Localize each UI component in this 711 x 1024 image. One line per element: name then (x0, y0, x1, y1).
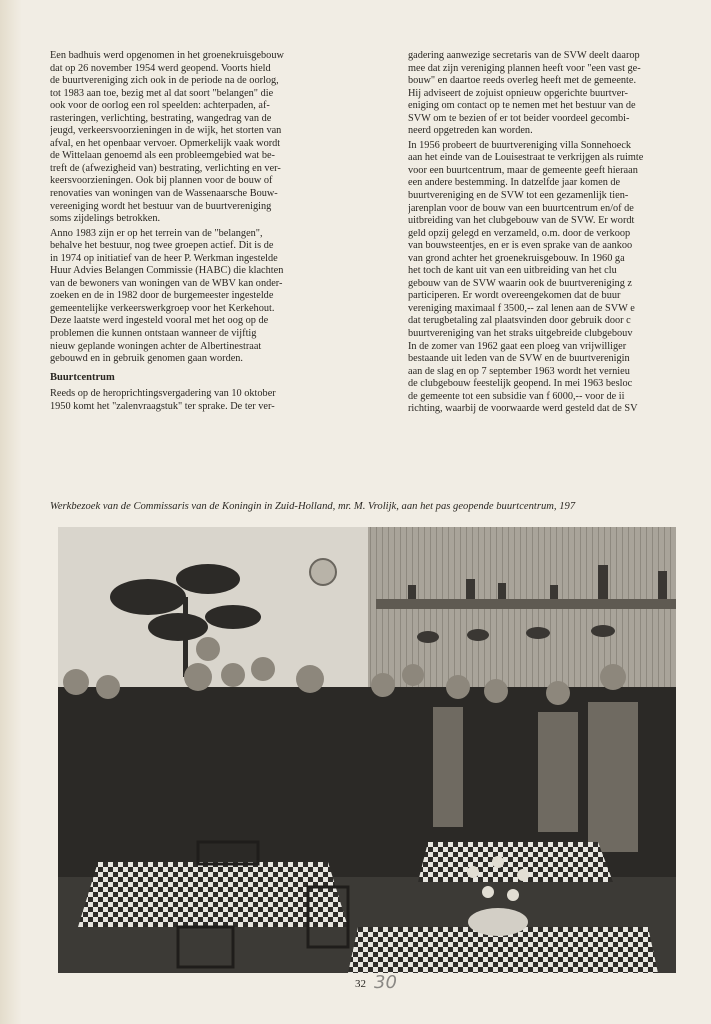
wall-clock (310, 559, 336, 585)
paragraph: Anno 1983 zijn er op het terrein van de "belangen", behalve het bestuur, nog twee groepen actief. Dit is de in 1974 op initiatief van de heer P. Werkman ingestelde Huur Advies Belangen Commissie (HABC) die klachten van de bewoners van woningen van de WBV kan onder- zoeken en de in 1982 door de burgemeester ingestelde gemeentelijke verkeerswerkgroep voor het Kerkehout. Deze laatste werd ingesteld vooral met het oog op de problemen die kunnen ontstaan wanneer de vijftig nieuw geplande woningen achter de Albertinestraat gebouwd en in gebruik genomen gaan worden. (50, 227, 284, 365)
page-binding-edge (0, 0, 22, 1024)
paragraph: Reeds op de heroprichtingsvergadering van 10 oktober 1950 komt het "zalenvraagstuk" ter sprake. De ter ver- (50, 388, 276, 412)
handwritten-page-number: 30 (374, 972, 397, 993)
paragraph: gadering aanwezige secretaris van de SVW deelt daarop mee dat zijn vereniging plannen heeft voor "een vast ge- bouw" en daartoe reeds overleg heeft met de gemeente. Hij adviseert de zojuist opnieuw opgerichte buurtver- eniging om contact op te nemen met het bestuur van de SVW om te bezien of er tot beider voordeel gecombi- neerd opgetreden kan worden. (408, 50, 641, 137)
right-text-column (408, 50, 678, 418)
paragraph: In 1956 probeert de buurtvereniging villa Sonnehoeck aan het einde van de Louisestraat te verkrijgen als ruimte voor een buurtcentrum, maar de gemeente geeft hieraan een andere bestemming. In datzelfde jaar komen de buurtvereniging en de SVW tot een gezamenlijk tien- jarenplan voor de bouw van een buurtcentrum en/of de uitbreiding van het clubgebouw van de SVW. Er wordt geld opzij gelegd en verzameld, o.m. door de verkoop van bouwsteentjes, en er is even sprake van de aankoo van grond achter het groenekruisgebouw. In 1960 ga het toch de kant uit van een uitbreiding van het clu gebouw van de SVW waarin ook de buurtvereniging z participeren. Er wordt overeengekomen dat de buur vereniging maximaal f 3500,-- zal lenen aan de SVW e dat terugbetaling zal plaatsvinden door gebruik door c buurtvereniging van het straks uitgebreide clubgebouv In de zomer van 1962 gaat een ploeg van vrijwilliger bestaande uit leden van de SVW en de buurtverenigin aan de slag en op 7 september 1963 wordt het vernieu de clubgebouw feestelijk geopend. In mei 1963 besloc de gemeente tot een subsidie van f 6000,-- voor de ii richting, waarbij de voorwaarde werd gesteld dat de SV (408, 139, 644, 415)
photo-illustration (58, 527, 676, 973)
photo-caption: Werkbezoek van de Commissaris van de Koningin in Zuid-Holland, mr. M. Vrolijk, aan het pas geopende buurtcentrum, 197 (50, 501, 576, 512)
page-number: 32 (355, 978, 366, 990)
checkered-table-right (418, 842, 613, 882)
black-and-white-photo (58, 527, 676, 973)
bar-shelf (376, 599, 676, 609)
section-heading: Buurtcentrum (50, 371, 115, 383)
left-text-column (50, 50, 336, 415)
paragraph: Een badhuis werd opgenomen in het groenekruisgebouw dat op 26 november 1954 werd geopend. Voorts hield de buurtvereniging zich ook in de periode na de oorlog, tot 1983 aan toe, bezig met al dat soort "belangen" die ook voor de oorlog een rol speelden: achterpaden, af- rasteringen, verlichting, bestrating, wangedrag van de jeugd, verkeersvoorzieningen in de wijk, het storten van afval, en het openbaar vervoer. Opmerkelijk vaak wordt de Wittelaan genoemd als een probleemgebied wat be- treft de (afwezigheid van) bestrating, verlichting en ver- keersvoorzieningen. Ook bij plannen voor de bouw of renovaties van woningen van de Wassenaarsche Bouw- vereeniging wordt het bestuur van de buurtvereniging soms zijdelings betrokken. (50, 50, 284, 225)
